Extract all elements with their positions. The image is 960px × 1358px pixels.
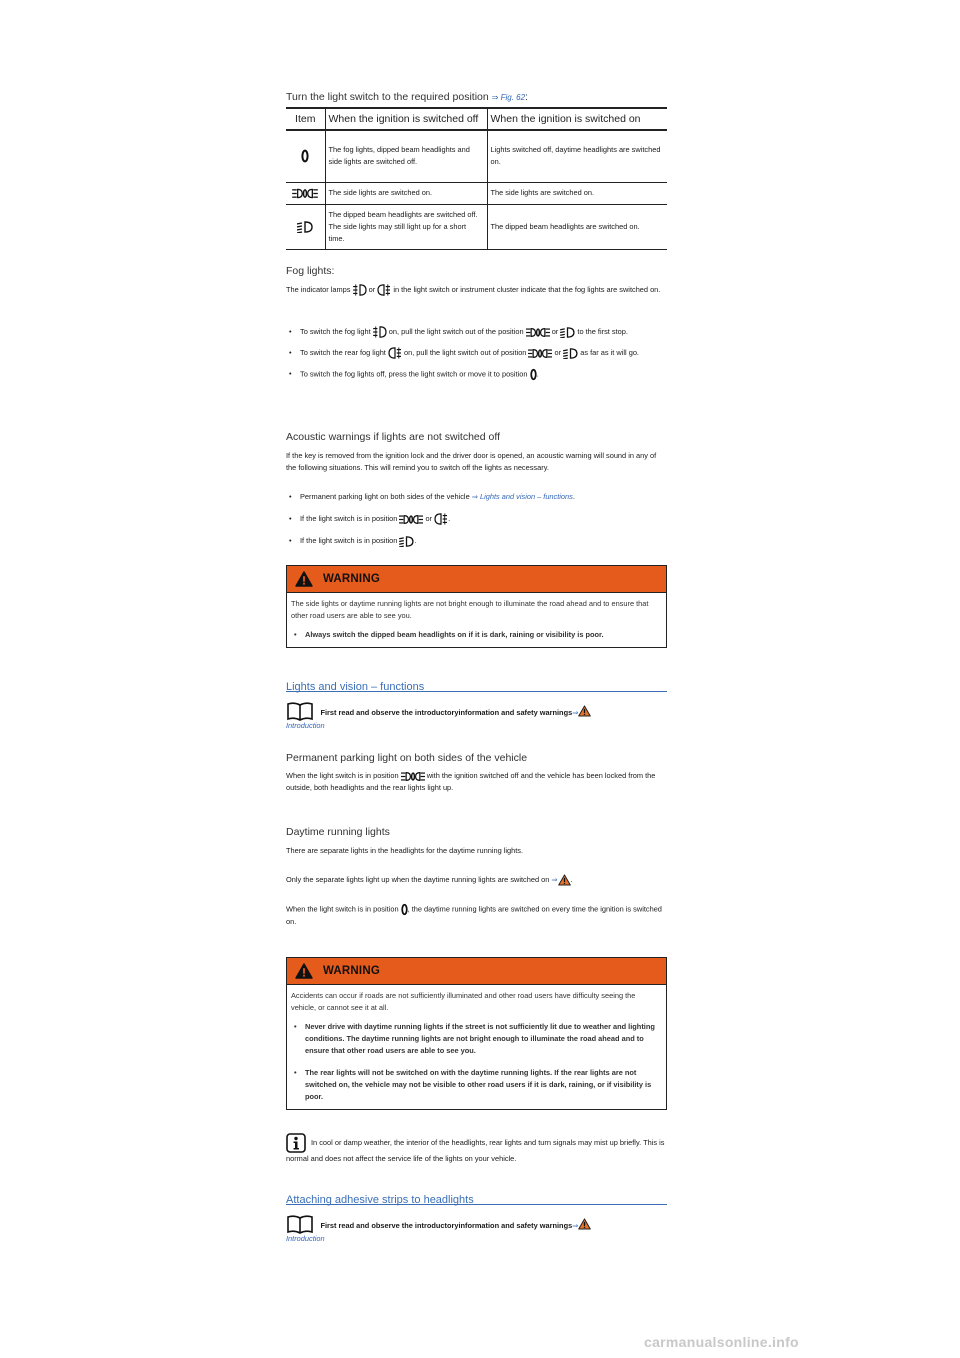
header-ignition-off: When the ignition is switched off (325, 108, 487, 130)
side-lights-icon (528, 348, 552, 359)
parking-light-paragraph: When the light switch is in position with the ignition switched off and the vehicle has been locked from the outside, both headlights and the rear lights light up. (286, 771, 656, 792)
list-item: • If the light switch is in position . (286, 535, 667, 547)
side-lights-icon (526, 327, 550, 338)
table-intro (286, 91, 667, 103)
dipped-beam-icon (286, 204, 325, 249)
dipped-beam-icon (560, 327, 575, 338)
introduction-link[interactable]: Introduction (286, 1234, 325, 1243)
warning-header (287, 566, 666, 593)
list-item: • The rear lights will not be switched on with the daytime running lights. If the rear lights are not switched on, the vehicle may not be visible to other road users if it is dark, raining, or if visibility is poor. (291, 1067, 662, 1103)
light-switch-zero-icon (530, 368, 537, 381)
warning-header (287, 958, 666, 985)
book-icon (286, 1214, 314, 1234)
daytime-lights-paragraph: Only the separate lights light up when the daytime running lights are switched on ⇒ . (286, 874, 667, 886)
list-item: • If the light switch is in position or . (286, 513, 667, 525)
fig-62-link[interactable]: ⇒ Fig. 62 (491, 93, 526, 102)
daytime-lights-paragraph: When the light switch is in position , the daytime running lights are switched on every time the ignition is switched on. (286, 904, 662, 926)
book-icon (286, 701, 314, 721)
dipped-beam-icon (399, 536, 414, 547)
daytime-lights-heading: Daytime running lights (286, 826, 390, 838)
lights-and-vision-link[interactable]: ⇒ Lights and vision – functions (471, 492, 573, 501)
acoustic-warnings-list (286, 491, 667, 547)
light-switch-zero-icon (286, 130, 325, 182)
fog-lights-list (286, 326, 667, 381)
warning-icon (295, 963, 313, 979)
table-cell: The dipped beam headlights are switched off. The side lights may still light up for a short time. (325, 204, 487, 249)
fog-light-icon (353, 284, 367, 296)
light-switch-table (286, 107, 667, 250)
text: or (368, 285, 376, 294)
table-cell: The fog lights, dipped beam headlights and side lights are switched off. (325, 130, 487, 182)
info-note-text: In cool or damp weather, the interior of the headlights, rear lights and turn signals may mist up briefly. This is normal and does not affect the service life of the lights on your vehicle. (286, 1137, 665, 1163)
table-cell: The side lights are switched on. (487, 182, 667, 204)
list-item: • Always switch the dipped beam headlights on if it is dark, raining or visibility is poor. (291, 629, 662, 641)
acoustic-warnings-paragraph: If the key is removed from the ignition lock and the driver door is opened, an acoustic warning will sound in any of the following situations. This will remind you to switch off the lights as necessary. (286, 451, 657, 472)
light-switch-zero-icon (401, 903, 408, 916)
side-lights-icon (401, 771, 425, 782)
warning-box (286, 957, 667, 1110)
warning-list (291, 1021, 662, 1103)
side-lights-icon (399, 514, 423, 525)
list-item: • Never drive with daytime running lights if the street is not sufficiently lit due to weather and lighting conditions. The daytime running lights are not bright enough to illuminate the road ahead and to ensure that other road users are able to see you. (291, 1021, 662, 1057)
text: The indicator lamps (286, 285, 351, 294)
table-row (286, 130, 667, 182)
acoustic-warnings-heading: Acoustic warnings if lights are not switched off (286, 431, 500, 443)
list-item: • To switch the fog lights off, press the light switch or move it to position . (286, 368, 667, 381)
warning-label: WARNING (323, 573, 380, 585)
section-title: Attaching adhesive strips to headlights (286, 1194, 474, 1206)
list-item: • To switch the fog light on, pull the light switch out of the position or to the first stop. (286, 326, 667, 338)
watermark: carmanualsonline.info (644, 1334, 799, 1350)
warning-text: The side lights or daytime running lights are not bright enough to illuminate the road ahead and to ensure that other road users are able to see you. (291, 599, 649, 620)
section-title: Lights and vision – functions (286, 681, 425, 693)
info-icon (286, 1133, 306, 1153)
text: in the light switch or instrument cluster indicate that the fog lights are switched on. (393, 285, 661, 294)
rear-fog-light-icon (388, 347, 402, 359)
table-cell: Lights switched off, daytime headlights are switched on. (487, 130, 667, 182)
dipped-beam-icon (563, 348, 578, 359)
warning-list (291, 629, 662, 641)
section-heading-lights-and-vision (286, 677, 667, 692)
warning-icon (558, 874, 571, 886)
table-cell: The side lights are switched on. (325, 182, 487, 204)
introduction-link[interactable]: Introduction (286, 721, 325, 730)
header-ignition-on: When the ignition is switched on (487, 108, 667, 130)
daytime-lights-paragraph: There are separate lights in the headlights for the daytime running lights. (286, 846, 524, 855)
info-note (286, 1133, 667, 1165)
list-item: • Permanent parking light on both sides of the vehicle ⇒ Lights and vision – functions. (286, 491, 667, 503)
table-cell: The dipped beam headlights are switched on. (487, 204, 667, 249)
fog-light-icon (373, 326, 387, 338)
rear-fog-light-icon (434, 513, 448, 525)
side-lights-icon (286, 182, 325, 204)
warning-icon (578, 705, 591, 717)
table-row (286, 204, 667, 249)
warning-text: Accidents can occur if roads are not sufficiently illuminated and other road users have difficulty seeing the vehicle, or cannot see it at all. (291, 991, 636, 1012)
fog-lights-heading: Fog lights: (286, 265, 335, 277)
table-row (286, 182, 667, 204)
parking-light-heading: Permanent parking light on both sides of the vehicle (286, 752, 528, 764)
header-item: Item (286, 108, 325, 130)
section-heading-adhesive-strips (286, 1190, 667, 1205)
table-intro-text: Turn the light switch to the required position (286, 91, 489, 103)
warning-icon (295, 571, 313, 587)
warning-icon (578, 1218, 591, 1230)
intro-note (286, 701, 667, 730)
warning-label: WARNING (323, 965, 380, 977)
warning-box (286, 565, 667, 648)
intro-note (286, 1214, 667, 1243)
intro-text: First read and observe the introductoryinformation and safety warnings (320, 1221, 573, 1231)
intro-arrow: ⇒ (572, 708, 579, 718)
intro-arrow: ⇒ (572, 1221, 579, 1231)
list-item: • To switch the rear fog light on, pull the light switch out of position or as far as it will go. (286, 347, 667, 359)
intro-text: First read and observe the introductoryinformation and safety warnings (320, 708, 573, 718)
rear-fog-light-icon (377, 284, 391, 296)
table-intro-suffix: : (525, 91, 528, 103)
fog-lights-paragraph (286, 284, 667, 296)
